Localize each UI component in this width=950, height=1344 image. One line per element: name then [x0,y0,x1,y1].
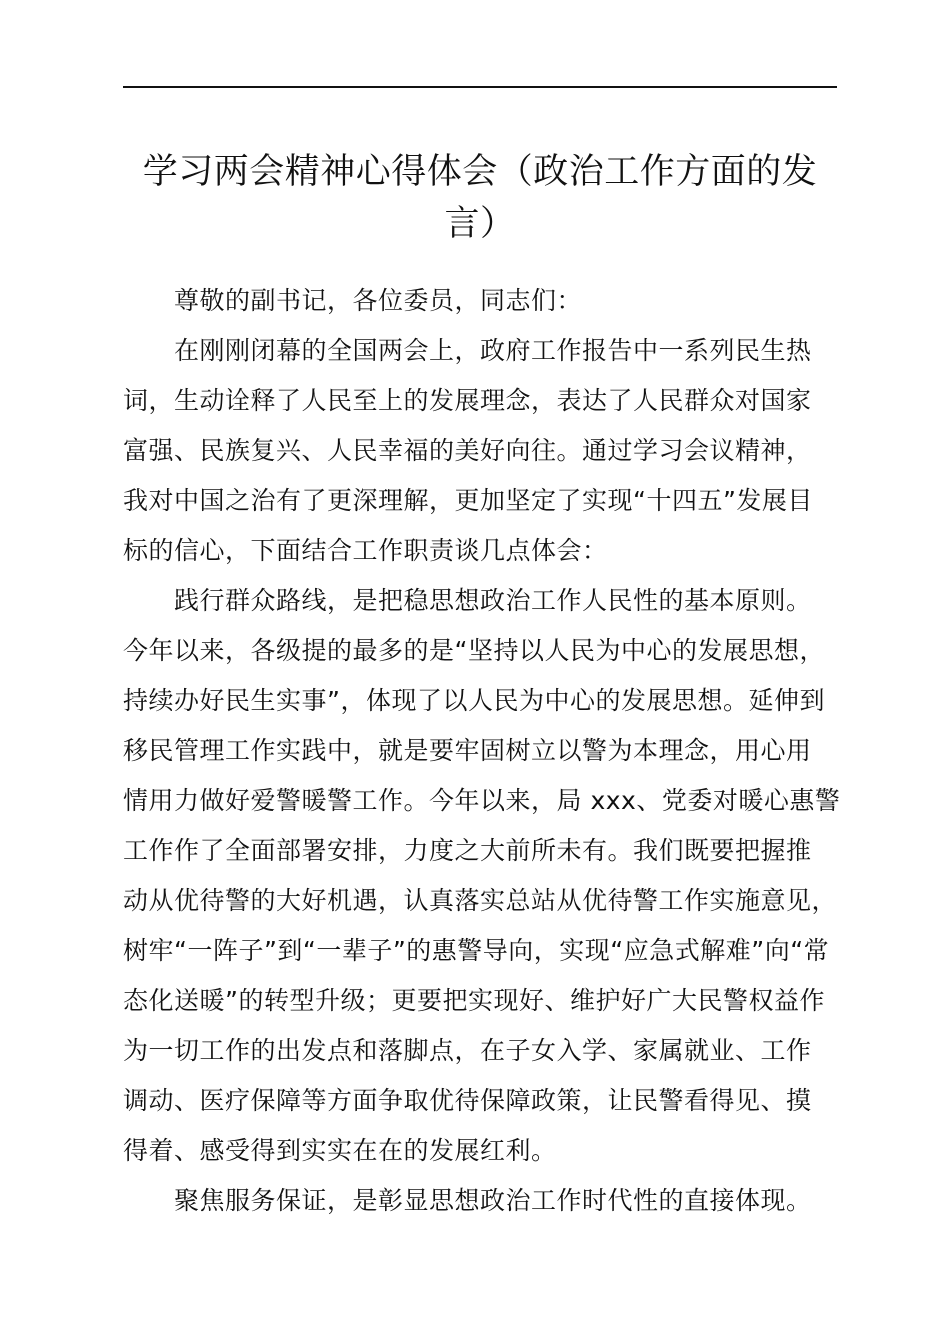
text-line: 标的信心，下面结合工作职责谈几点体会： [123,536,608,565]
text-line: 调动、医疗保障等方面争取优待保障政策，让民警看得见、摸 [123,1086,812,1115]
text-line: 情用力做好爱警暖警工作。今年以来，局 xxx、党委对暖心惠警 [123,786,841,815]
text-line: 词，生动诠释了人民至上的发展理念，表达了人民群众对国家 [123,386,812,415]
text-line: 移民管理工作实践中，就是要牢固树立以警为本理念，用心用 [123,736,812,765]
text-line: 富强、民族复兴、人民幸福的美好向往。通过学习会议精神， [123,436,812,465]
page-title [123,146,837,250]
text-line: 动从优待警的大好机遇，认真落实总站从优待警工作实施意见， [123,886,838,915]
text-line: 我对中国之治有了更深理解，更加坚定了实现“十四五”发展目 [123,486,813,515]
intro-paragraph [123,326,837,576]
header-rule [123,86,837,88]
text-line: 今年以来，各级提的最多的是“坚持以人民为中心的发展思想， [123,636,825,665]
text-line: 得着、感受得到实实在在的发展红利。 [123,1136,557,1165]
mass-line-paragraph [123,576,841,1176]
document-body [123,276,841,1226]
text-line: 在刚刚闭幕的全国两会上，政府工作报告中一系列民生热 [174,336,812,365]
title-line: 言） [444,204,516,244]
text-line: 持续办好民生实事”，体现了以人民为中心的发展思想。延伸到 [123,686,825,715]
text-line: 态化送暖”的转型升级；更要把实现好、维护好广大民警权益作 [123,986,825,1015]
text-line: 践行群众路线，是把稳思想政治工作人民性的基本原则。 [174,586,812,615]
text-line: 聚焦服务保证，是彰显思想政治工作时代性的直接体现。 [174,1186,812,1215]
text-line: 为一切工作的出发点和落脚点，在子女入学、家属就业、工作 [123,1036,812,1065]
salutation-paragraph [123,276,837,326]
text-line: 工作作了全面部署安排，力度之大前所未有。我们既要把握推 [123,836,812,865]
service-paragraph [123,1176,837,1226]
text-line: 树牢“一阵子”到“一辈子”的惠警导向，实现“应急式解难”向“常 [123,936,830,965]
text-line: 尊敬的副书记，各位委员，同志们： [174,286,583,315]
title-line: 学习两会精神心得体会（政治工作方面的发 [142,152,818,192]
